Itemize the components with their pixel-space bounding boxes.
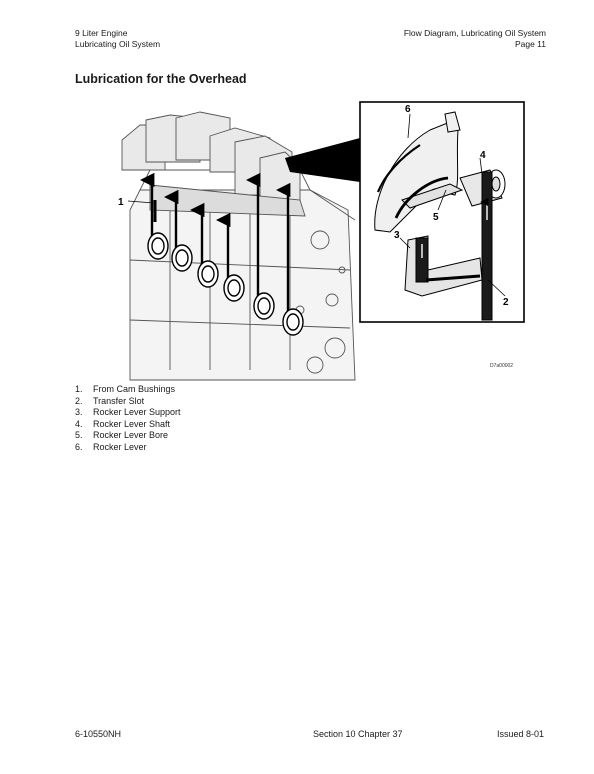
footer-section: Section 10 Chapter 37 (313, 729, 403, 739)
drawing-code: D7a00002 (490, 363, 514, 369)
header-engine-title: 9 Liter Engine (75, 28, 128, 38)
header-page-number: Page 11 (514, 39, 546, 49)
callout-3: 3 (394, 230, 400, 241)
callout-2: 2 (503, 297, 509, 308)
figure-legend (75, 384, 181, 454)
detail-inset (360, 102, 524, 322)
callout-5: 5 (433, 212, 439, 223)
legend-item: 6. Rocker Lever (75, 441, 147, 452)
footer-doc-number: 6-10550NH (75, 729, 122, 739)
callout-1: 1 (118, 197, 124, 208)
legend-item: 3. Rocker Lever Support (75, 407, 181, 418)
section-title: Lubrication for the Overhead (75, 72, 247, 86)
callout-6: 6 (405, 104, 411, 115)
header-topic: Flow Diagram, Lubricating Oil System (403, 28, 546, 38)
legend-item: 5. Rocker Lever Bore (75, 430, 169, 441)
page-header-left (75, 28, 160, 50)
callout-4: 4 (480, 150, 486, 161)
legend-item: 4. Rocker Lever Shaft (75, 418, 171, 429)
legend-item: 2. Transfer Slot (75, 395, 145, 406)
engine-illustration (110, 100, 530, 382)
header-system-title: Lubricating Oil System (75, 39, 161, 49)
footer-issued: Issued 8-01 (496, 729, 544, 739)
overhead-lubrication-figure (110, 100, 530, 382)
page-header-right (404, 28, 546, 50)
legend-item: 1. From Cam Bushings (75, 384, 176, 394)
